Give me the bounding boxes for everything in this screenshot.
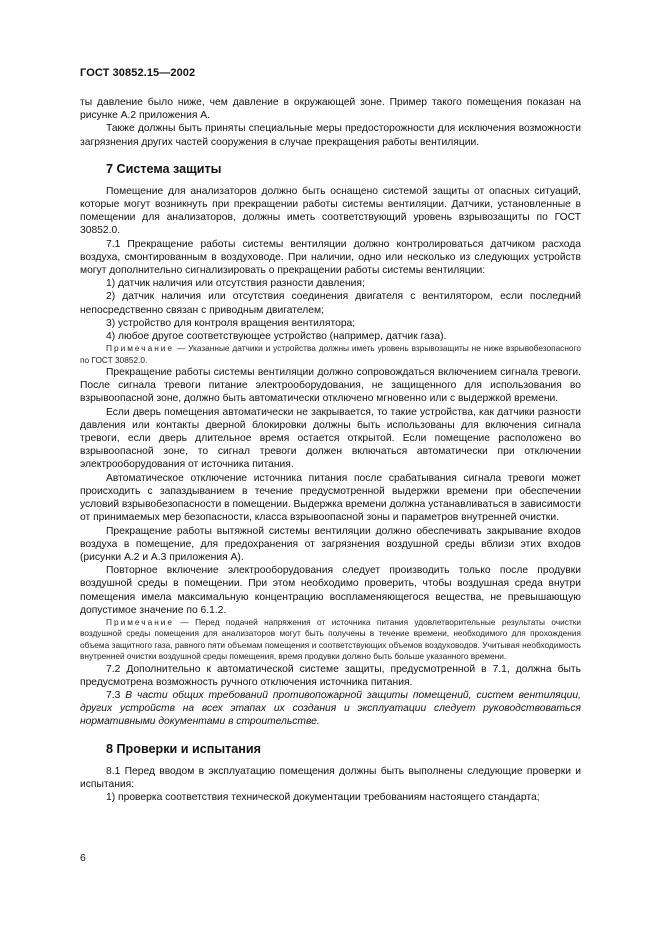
note — [80, 343, 581, 366]
list-item: 2) датчик наличия или отсутствия соединения двигателя с вентилятором, если последний непосредственно связан с приводным двигателем; — [80, 291, 581, 316]
document-body — [80, 96, 581, 804]
paragraph: ты давление было ниже, чем давление в окружающей зоне. Пример такого помещения показан на рисунке А.2 приложения А. — [80, 97, 581, 122]
list-item: 1) датчик наличия или отсутствия разности давления; — [106, 278, 365, 290]
paragraph: Повторное включение электрооборудования следует производить только после продувки воздушной среды в помещении. При этом необходимо проверить, чтобы воздушная среда внутри помещения имела максимальную концентрацию воспламеняющегося вещества, не превышающую допустимое значение по 6.1.2. — [80, 565, 581, 616]
clause-7-1: 7.1 Прекращение работы системы вентиляции должно контролироваться датчиком расхода воздуха, смонтированным в воздуховоде. При наличии, одно или несколько из следующих устройств могут дополнительно сигнализировать о прекращении работы системы вентиляции: — [80, 238, 581, 277]
section-heading-8: 8 Проверки и испытания — [106, 741, 261, 756]
list-item: 4) любое другое соответствующее устройство (например, датчик газа). — [106, 331, 447, 343]
note-label: Примечание — [106, 343, 175, 354]
standard-header: ГОСТ 30852.15—2002 — [80, 67, 196, 79]
list-item: 3) устройство для контроля вращения вентилятора; — [106, 317, 356, 329]
note-text: — Указанные датчики и устройства должны иметь уровень взрывозащиты не ниже взрывобезопасного по ГОСТ 30852.0. — [80, 343, 581, 365]
clause-text: В части общих требований противопожарной защиты помещений, систем вентиляции, других устройств на всех этапах их создания и эксплуатации следует руководствоваться нормативными документами в строительстве. — [80, 689, 581, 728]
note-label: Примечание — [106, 616, 175, 627]
paragraph: Также должны быть приняты специальные меры предосторожности для исключения возможности загрязнения других частей сооружения в случае прекращения работы вентиляции. — [80, 123, 581, 148]
paragraph: Прекращение работы вытяжной системы вентиляции должно обеспечивать закрывание входов воздуха в помещение, для предохранения от загрязнения воздушной среды вблизи этих входов (рисунки А.2 и А.3 приложения А). — [80, 525, 581, 563]
paragraph: Прекращение работы системы вентиляции должно сопровождаться включением сигнала тревоги. После сигнала тревоги питание электрооборудования, не защищенного для использования во взрывоопасной зоне, должно быть автоматически отключено мгновенно или с выдержкой времени. — [80, 367, 581, 405]
list-item: 1) проверка соответствия технической документации требованиям настоящего стандарта; — [106, 791, 540, 803]
note — [80, 617, 581, 663]
clause-number: 7.3 — [106, 689, 121, 701]
section-heading-7: 7 Система защиты — [106, 161, 222, 176]
clause-7-3 — [80, 689, 581, 729]
clause-8-1: 8.1 Перед вводом в эксплуатацию помещения должны быть выполнены следующие проверки и испытания: — [80, 765, 581, 790]
clause-7-2: 7.2 Дополнительно к автоматической системе защиты, предусмотренной в 7.1, должна быть предусмотрена возможность ручного отключения источника питания. — [80, 663, 581, 688]
page-number: 6 — [80, 852, 86, 864]
paragraph: Автоматическое отключение источника питания после срабатывания сигнала тревоги может происходить с запаздыванием в течение предусмотренной выдержки времени при обеспечении условий взрывобезопасности в помещении. Выдержка времени должна устанавливаться в зависимости от принимаемых мер безопасности, класса взрывоопасной зоны и параметров внутренней очистки. — [80, 472, 581, 524]
paragraph: Если дверь помещения автоматически не закрывается, то такие устройства, как датчики разности давления или контакты дверной блокировки должны быть использованы для включения сигнала тревоги, если дверь длительное время остается открытой. Если помещение расположено во взрывоопасной зоне, то сигнал тревоги должен включаться автоматически при отключении электрооборудования от источника питания. — [80, 406, 581, 471]
paragraph: Помещение для анализаторов должно быть оснащено системой защиты от опасных ситуаций, которые могут возникнуть при прекращении работы системы вентиляции. Датчики, установленные в помещении для анализаторов, должны иметь соответствующий уровень взрывозащиты по ГОСТ 30852.0. — [80, 185, 581, 237]
note-text: — Перед подачей напряжения от источника питания удовлетворительные результаты очистки воздушной среды помещения для анализаторов могут быть получены в течение времени, необходимого для прохождения объема защитного газа, равного пяти объемам помещения и соответствующих объемов воздуховодов. Учитывая необходимость внутренней очистки воздушной среды помещения, время продувки должно быть больше указанного времени. — [80, 616, 582, 662]
